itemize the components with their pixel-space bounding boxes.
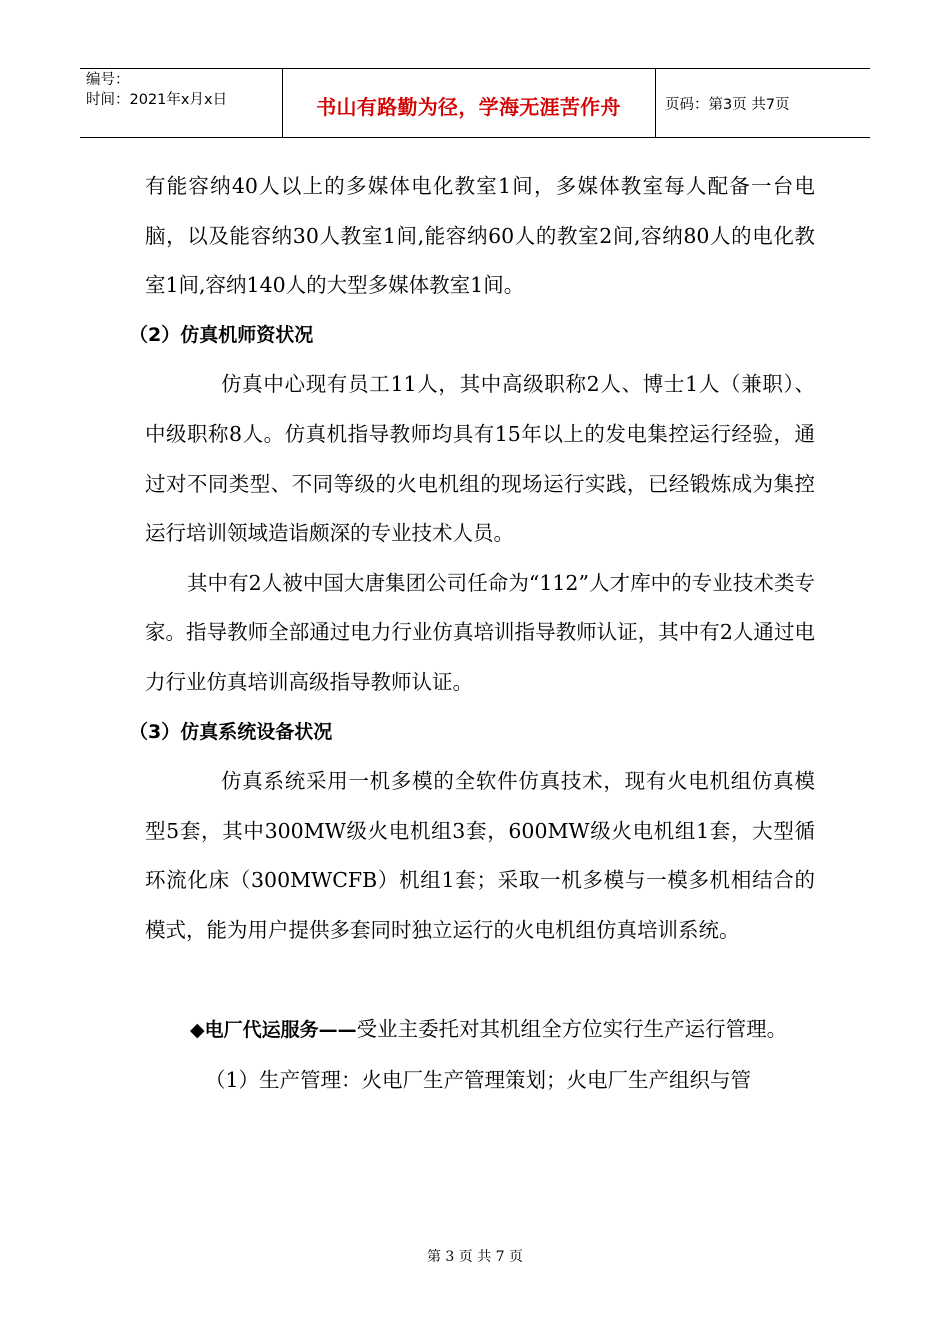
header-page-cell xyxy=(655,69,870,137)
paragraph-gap xyxy=(145,956,815,1006)
service-title: ◆电厂代运服务—— xyxy=(190,1019,357,1042)
paragraph-experts: 其中有2人被中国大唐集团公司任命为“112”人才库中的专业技术类专家。指导教师全部通过电力行业仿真培训指导教师认证，其中有2人通过电力行业仿真培训高级指导教师认证。 xyxy=(145,570,815,694)
page-footer: 第 3 页 共 7 页 xyxy=(426,1249,524,1265)
section-heading-equipment: （3）仿真系统设备状况 xyxy=(129,720,333,743)
document-number-label: 编号： xyxy=(86,72,130,88)
page-header xyxy=(80,68,870,138)
document-time-label: 时间：2021年x月x日 xyxy=(86,92,228,108)
header-info-cell xyxy=(80,69,283,137)
header-motto-cell xyxy=(282,69,656,137)
paragraph-production-management: （1）生产管理：火电厂生产管理策划；火电厂生产组织与管 xyxy=(205,1067,752,1092)
paragraph-staff: 仿真中心现有员工11人，其中高级职称2人、博士1人（兼职）、中级职称8人。仿真机指导教师均具有15年以上的发电集控运行经验，通过对不同类型、不同等级的火电机组的现场运行实践，已经锻炼成为集控运行培训领域造诣颇深的专业技术人员。 xyxy=(145,372,815,546)
document-body xyxy=(129,162,815,1105)
paragraph-plant-operation-service xyxy=(145,1005,815,1056)
header-page-info: 页码：第3页 共7页 xyxy=(665,97,790,113)
header-motto: 书山有路勤为径，学海无涯苦作舟 xyxy=(316,95,621,119)
paragraph-simulation-system: 仿真系统采用一机多模的全软件仿真技术，现有火电机组仿真模型5套，其中300MW级火电机组3套，600MW级火电机组1套，大型循环流化床（300MWCFB）机组1套；采取一机多模与一模多机相结合的模式，能为用户提供多套同时独立运行的火电机组仿真培训系统。 xyxy=(145,769,815,942)
section-heading-teachers: （2）仿真机师资状况 xyxy=(129,323,314,346)
paragraph-classrooms: 有能容纳40人以上的多媒体电化教室1间，多媒体教室每人配备一台电脑，以及能容纳30人教室1间,能容纳60人的教室2间,容纳80人的电化教室1间,容纳140人的大型多媒体教室1间。 xyxy=(145,174,815,298)
service-description: 受业主委托对其机组全方位实行生产运行管理。 xyxy=(356,1017,788,1042)
